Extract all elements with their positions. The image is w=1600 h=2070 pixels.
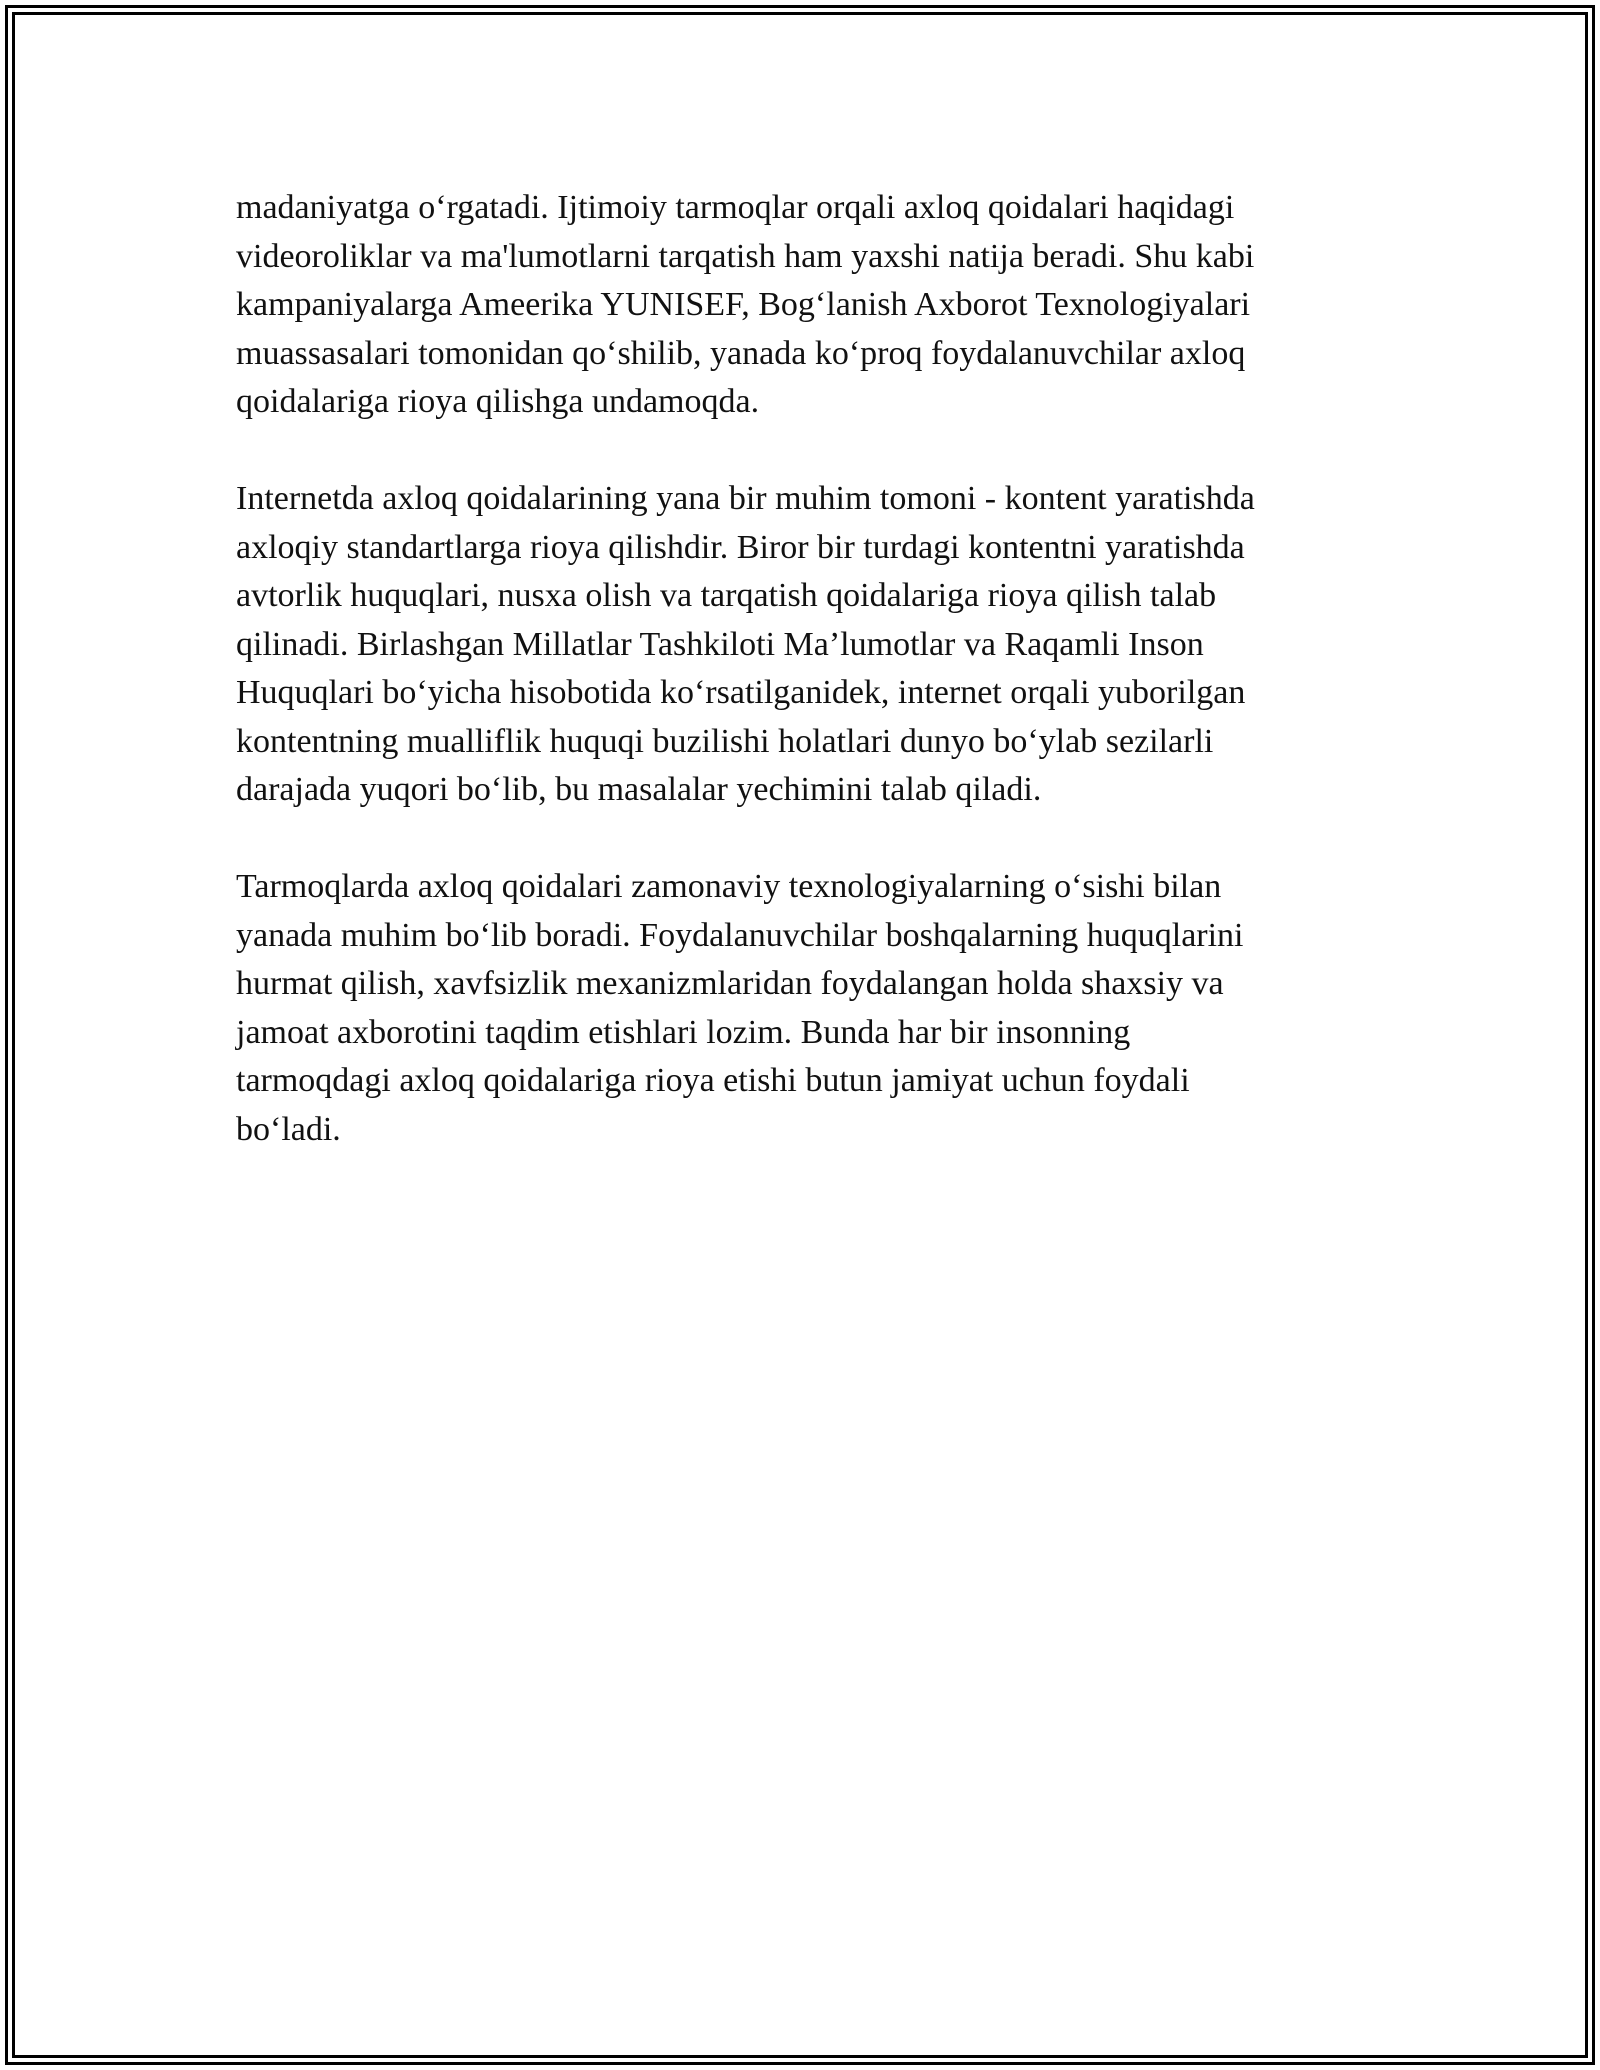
- paragraph-3: Tarmoqlarda axloq qoidalari zamonaviy texnologiyalarning o‘sishi bilan yanada muhim bo‘lib boradi. Foydalanuvchilar boshqalarning huquqlarini hurmat qilish, xavfsizlik mexanizmlaridan foydalangan holda shaxsiy va jamoat axborotini taqdim etishlari lozim. Bunda har bir insonning tarmoqdagi axloq qoidalariga rioya etishi butun jamiyat uchun foydali bo‘ladi.: [236, 868, 1244, 1148]
- paragraph-2: Internetda axloq qoidalarining yana bir muhim tomoni - kontent yaratishda axloqiy standartlarga rioya qilishdir. Biror bir turdagi kontentni yaratishda avtorlik huquqlari, nusxa olish va tarqatish qoidalariga rioya qilish talab qilinadi. Birlashgan Millatlar Tashkiloti Ma’lumotlar va Raqamli Inson Huquqlari bo‘yicha hisobotida ko‘rsatilganidek, internet orqali yuborilgan kontentning mualliflik huquqi buzilishi holatlari dunyo bo‘ylab sezilarli darajada yuqori bo‘lib, bu masalalar yechimini talab qiladi.: [236, 480, 1255, 808]
- paragraph-1: madaniyatga o‘rgatadi. Ijtimoiy tarmoqlar orqali axloq qoidalari haqidagi videoroliklar va ma'lumotlarni tarqatish ham yaxshi natija beradi. Shu kabi kampaniyalarga Ameerika YUNISEF, Bog‘lanish Axborot Texnologiyalari muassasalari tomonidan qo‘shilib, yanada ko‘proq foydalanuvchilar axloq qoidalariga rioya qilishga undamoqda.: [236, 189, 1255, 420]
- document-body: [236, 184, 1376, 1203]
